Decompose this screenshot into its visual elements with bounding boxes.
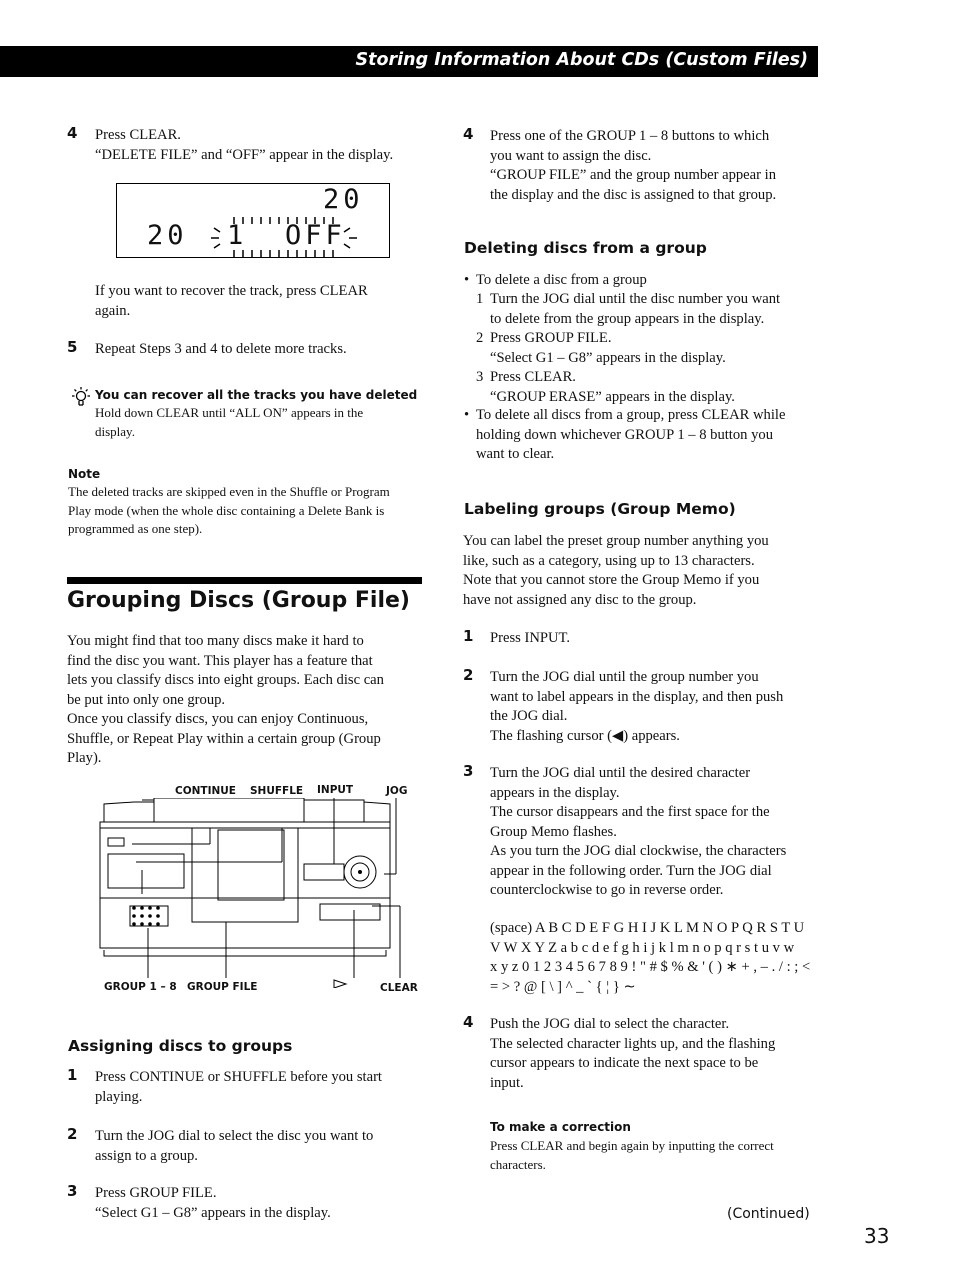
line: Turn the JOG dial to select the disc you want to [95, 1128, 374, 1144]
label-jog: JOG [386, 785, 408, 797]
step-number: 3 [67, 1182, 78, 1200]
step-number: 3 [463, 762, 474, 780]
line: appears in the display. [490, 784, 620, 801]
step-text: Repeat Steps 3 and 4 to delete more tracks. [95, 341, 347, 357]
page-number: 33 [864, 1224, 890, 1248]
step-text [95, 1068, 382, 1107]
line: holding down whichever GROUP 1 – 8 button you [476, 426, 773, 443]
section-title: Grouping Discs (Group File) [67, 588, 410, 613]
correction-text [490, 1137, 774, 1174]
step-number: 4 [463, 1013, 474, 1031]
line: find the disc you want. This player has a feature that [67, 652, 373, 669]
line: characters. [490, 1156, 546, 1172]
line: “DELETE FILE” and “OFF” appear in the display. [95, 146, 394, 163]
step-number: 1 [463, 627, 474, 645]
character-list [490, 919, 810, 997]
line: to delete from the group appears in the display. [490, 310, 765, 327]
line: Press CLEAR. [490, 369, 576, 385]
label-shuffle: SHUFFLE [250, 785, 304, 797]
line: V W X Y Z a b c d e f g h i j k l m n o p q r s t u v w [490, 939, 795, 956]
continued-note: (Continued) [727, 1206, 810, 1222]
cd-player-illustration [96, 798, 406, 988]
step-text [490, 764, 786, 901]
line: like, such as a category, using up to 13 characters. [463, 552, 755, 569]
step-text [490, 127, 776, 205]
line: “GROUP ERASE” appears in the display. [490, 388, 735, 405]
line: The flashing cursor (◀) appears. [490, 727, 680, 744]
line: lets you classify discs into eight groups. Each disc can [67, 672, 384, 688]
line: (space) A B C D E F G H I J K L M N O P Q R S T U [490, 920, 805, 936]
step-text [95, 1127, 373, 1166]
bullet: • [464, 407, 470, 423]
lcd-off-text: OFF [285, 220, 346, 251]
step-text [95, 1184, 331, 1223]
line: counterclockwise to go in reverse order. [490, 882, 724, 898]
line: Push the JOG dial to select the character. [490, 1016, 730, 1032]
lcd-left-number: 20 [147, 220, 188, 251]
lcd-display [116, 183, 390, 258]
line: Once you classify discs, you can enjoy Continuous, [67, 711, 369, 727]
step-text [95, 126, 393, 165]
step-number: 4 [67, 124, 78, 142]
line: If you want to recover the track, press CLEAR [95, 283, 368, 299]
line: “Select G1 – G8” appears in the display. [95, 1204, 331, 1221]
line: x y z 0 1 2 3 4 5 6 7 8 9 ! " # $ % & ' ( ) ∗ + , – . / : ; < [490, 959, 811, 975]
step-text: Press INPUT. [490, 630, 570, 646]
label-group-1-8: GROUP 1 – 8 [104, 981, 177, 993]
labeling-intro [463, 532, 769, 610]
step-text [490, 668, 783, 746]
line: again. [95, 302, 131, 319]
line: Hold down CLEAR until “ALL ON” appears in the [95, 405, 364, 420]
line: Play mode (when the whole disc containing a Delete Bank is [68, 502, 385, 518]
line: appear in the following order. Turn the JOG dial [490, 862, 772, 879]
line: you want to assign the disc. [490, 147, 652, 164]
step-text [490, 1015, 775, 1093]
recover-text [95, 282, 368, 321]
sub-number: 1 [476, 291, 484, 307]
list-item [490, 368, 735, 407]
correction-heading: To make a correction [490, 1120, 631, 1134]
line: Play). [67, 750, 102, 766]
line: Press GROUP FILE. [95, 1185, 217, 1201]
tip-text [95, 404, 363, 441]
line: The cursor disappears and the first space for the [490, 804, 770, 820]
subheading-labeling: Labeling groups (Group Memo) [464, 500, 736, 518]
lcd-mid-number: 1 [227, 220, 248, 251]
note-heading: Note [68, 467, 101, 481]
note-text [68, 483, 390, 539]
line: input. [490, 1074, 524, 1091]
intro-text [67, 632, 384, 769]
play-icon [334, 980, 346, 988]
label-group-file: GROUP FILE [187, 981, 258, 993]
line: want to clear. [476, 446, 555, 462]
line: = > ? @ [ \ ] ^ _ ` { ¦ } ∼ [490, 978, 636, 995]
line: Shuffle, or Repeat Play within a certain group (Group [67, 730, 381, 747]
lcd-top-number: 20 [323, 184, 364, 215]
list-item: To delete a disc from a group [476, 272, 647, 288]
line: Note that you cannot store the Group Memo if you [463, 572, 760, 588]
list-item [490, 329, 726, 368]
line: Press CLEAR and begin again by inputting the correct [490, 1138, 774, 1153]
line: Press one of the GROUP 1 – 8 buttons to which [490, 128, 770, 144]
line: “Select G1 – G8” appears in the display. [490, 349, 726, 366]
line: Group Memo flashes. [490, 823, 617, 840]
line: You might find that too many discs make it hard to [67, 633, 364, 649]
line: The deleted tracks are skipped even in the Shuffle or Program [68, 484, 390, 499]
line: programmed as one step). [68, 521, 203, 536]
line: Press CONTINUE or SHUFFLE before you start [95, 1069, 382, 1085]
label-continue: CONTINUE [175, 785, 236, 797]
line: Turn the JOG dial until the desired character [490, 765, 751, 781]
step-number: 5 [67, 338, 78, 356]
label-clear: CLEAR [380, 982, 418, 994]
tip-heading: You can recover all the tracks you have deleted [95, 388, 418, 402]
subheading-assign: Assigning discs to groups [68, 1037, 293, 1055]
section-rule [67, 577, 422, 584]
line: have not assigned any disc to the group. [463, 591, 697, 608]
line: assign to a group. [95, 1147, 198, 1164]
line: As you turn the JOG dial clockwise, the characters [490, 843, 787, 859]
bullet: • [464, 272, 470, 288]
running-header: Storing Information About CDs (Custom Files) [355, 50, 808, 70]
lightbulb-tip-icon [70, 386, 92, 408]
line: the JOG dial. [490, 708, 568, 724]
line: You can label the preset group number anything you [463, 533, 769, 549]
step-number: 2 [463, 666, 474, 684]
label-input: INPUT [317, 784, 354, 796]
line: The selected character lights up, and the flashing [490, 1035, 776, 1052]
line: “GROUP FILE” and the group number appear in [490, 167, 776, 183]
line: display. [95, 423, 135, 439]
line: want to label appears in the display, and then push [490, 688, 784, 705]
line: the display and the disc is assigned to that group. [490, 186, 777, 203]
sub-number: 3 [476, 369, 484, 385]
subheading-delete: Deleting discs from a group [464, 239, 707, 257]
header-bar [0, 46, 818, 77]
step-number: 1 [67, 1066, 78, 1084]
line: Turn the JOG dial until the disc number you want [490, 291, 781, 307]
list-item [490, 290, 780, 329]
line: Turn the JOG dial until the group number you [490, 669, 759, 685]
line: playing. [95, 1088, 143, 1105]
line: cursor appears to indicate the next space to be [490, 1055, 759, 1071]
line: To delete all discs from a group, press CLEAR while [476, 407, 786, 423]
step-number: 4 [463, 125, 474, 143]
line: Press CLEAR. [95, 127, 181, 143]
line: Press GROUP FILE. [490, 330, 612, 346]
step-number: 2 [67, 1125, 78, 1143]
line: be put into only one group. [67, 691, 226, 708]
sub-number: 2 [476, 330, 484, 346]
list-item [476, 406, 785, 465]
